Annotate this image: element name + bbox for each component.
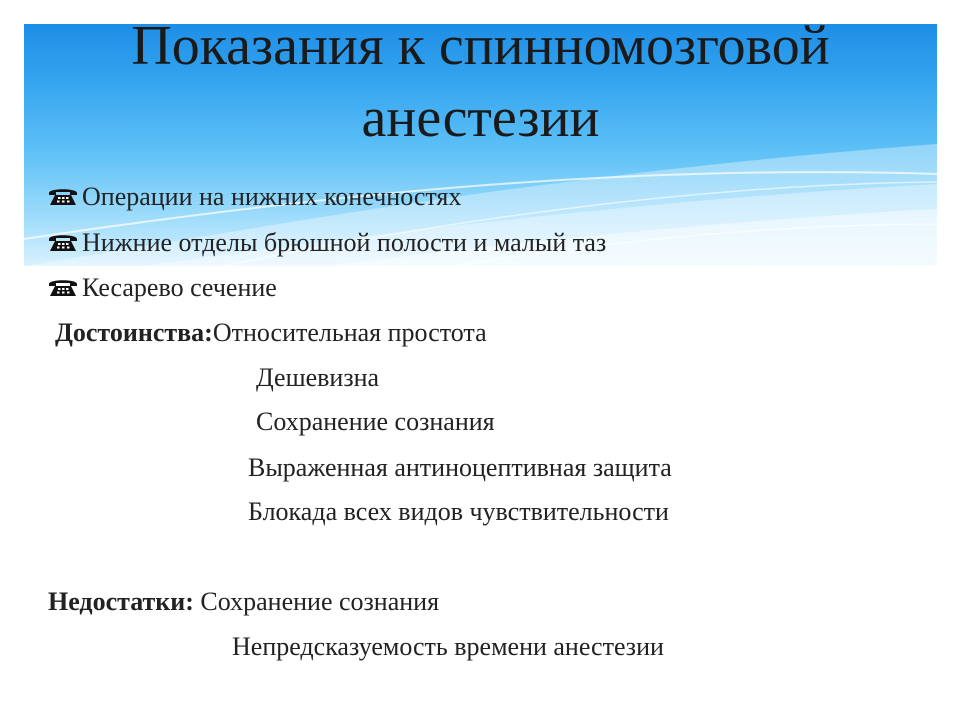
advantages-row bbox=[55, 317, 487, 349]
advantage-item: Сохранение сознания bbox=[256, 407, 495, 436]
advantage-item: Выраженная антиноцептивная защита bbox=[248, 453, 672, 482]
indication-text: Кесарево сечение bbox=[82, 273, 277, 302]
indication-item bbox=[46, 272, 277, 304]
indication-text: Операции на нижних конечностях bbox=[82, 182, 462, 211]
telephone-icon bbox=[46, 185, 80, 207]
disadvantage-item: Непредсказуемость времени анестезии bbox=[232, 632, 664, 661]
indication-item bbox=[46, 181, 461, 213]
disadvantages-row bbox=[48, 586, 439, 618]
disadvantage-item: Сохранение сознания bbox=[200, 587, 440, 616]
advantage-item: Дешевизна bbox=[256, 363, 380, 392]
slide-title bbox=[24, 10, 937, 154]
disadvantages-label: Недостатки: bbox=[48, 587, 194, 616]
indication-text: Нижние отделы брюшной полости и малый таз bbox=[82, 228, 607, 257]
advantage-item: Блокада всех видов чувствительности bbox=[248, 497, 669, 526]
title-line-2: анестезии bbox=[361, 87, 600, 149]
advantages-label: Достоинства: bbox=[55, 318, 213, 347]
telephone-icon bbox=[46, 276, 80, 298]
telephone-icon bbox=[46, 231, 80, 253]
title-line-1: Показания к спинномозговой bbox=[131, 15, 830, 77]
advantage-item: Относительная простота bbox=[212, 318, 487, 347]
indication-item bbox=[46, 227, 606, 259]
